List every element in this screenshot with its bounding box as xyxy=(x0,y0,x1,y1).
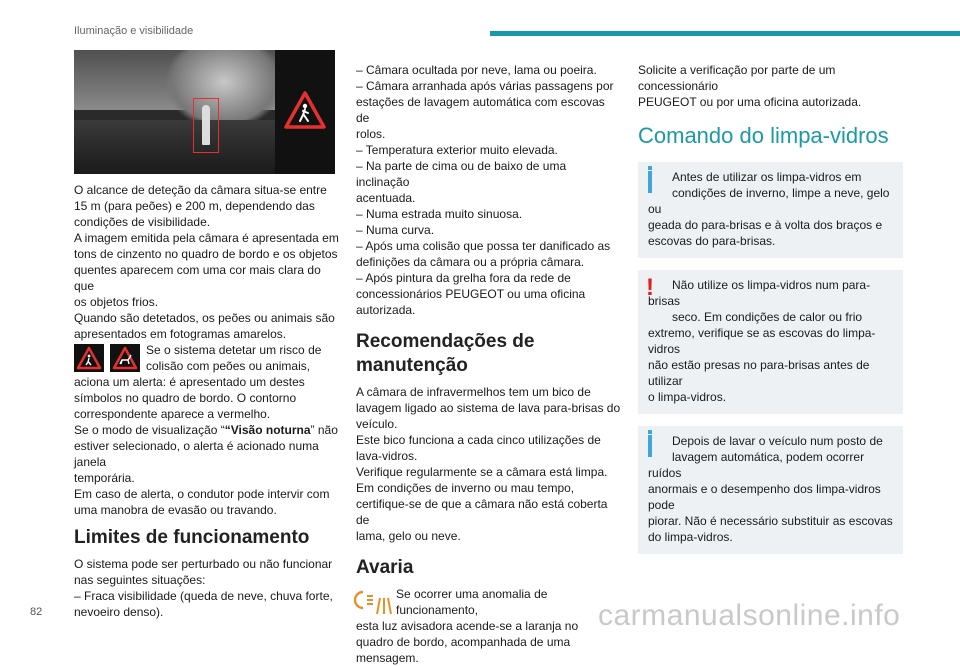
text-line: A câmara de infravermelhos tem um bico de xyxy=(356,385,591,399)
warning-note-dry xyxy=(638,270,903,414)
watermark: carmanualsonline.info xyxy=(598,599,901,632)
text-line: aciona um alerta: é apresentado um destes xyxy=(74,375,305,389)
text-line: geada do para-brisas e à volta dos braços e xyxy=(648,218,883,232)
text-line: lavagem automática, podem ocorrer ruídos xyxy=(648,450,865,480)
column-1 xyxy=(74,50,339,620)
text-line: lavagem ligado ao sistema de lava para-brisas do xyxy=(356,401,621,415)
text-line: condições de inverno, limpe a neve, gelo ou xyxy=(648,186,890,216)
heading-limits: Limites de funcionamento xyxy=(74,527,310,548)
text-line: PEUGEOT ou por uma oficina autorizada. xyxy=(638,95,862,109)
text-line: A imagem emitida pela câmara é apresentada em xyxy=(74,231,339,245)
text-line: seco. Em condições de calor ou frio xyxy=(672,310,863,324)
text-line: estiver selecionado, o alerta é acionado numa janela xyxy=(74,439,319,469)
heading-line: manutenção xyxy=(356,355,468,376)
text-line: O sistema pode ser perturbado ou não funcionar xyxy=(74,557,333,571)
pedestrian-warning-icon xyxy=(283,90,327,130)
list-item: – Na parte de cima ou de baixo de uma inclinação xyxy=(356,159,567,189)
text-line: extremo, verifique se as escovas do limpa-vidros xyxy=(648,326,876,356)
list-item: estações de lavagem automática com escovas de xyxy=(356,95,605,125)
list-item: autorizada. xyxy=(356,303,416,317)
list-item: rolos. xyxy=(356,127,386,141)
text-line: quadro de bordo, acompanhada de uma mensagem. xyxy=(356,635,571,665)
text-line: não estão presas no para-brisas antes de utilizar xyxy=(648,358,870,388)
list-item: – Temperatura exterior muito elevada. xyxy=(356,143,558,157)
info-note-carwash xyxy=(638,426,903,554)
text-line: apresentados em fotogramas amarelos. xyxy=(74,327,287,341)
alert-paragraph xyxy=(74,374,339,518)
text-line: correspondente aparece a vermelho. xyxy=(74,407,271,421)
text-line: esta luz avisadora acende-se a laranja no xyxy=(356,619,579,633)
text-span: ” não xyxy=(310,423,338,437)
text-line: lama, gelo ou neve. xyxy=(356,529,461,543)
list-item: – Numa curva. xyxy=(356,223,435,237)
heading-line: Recomendações de xyxy=(356,331,535,352)
heading-maintenance xyxy=(356,330,621,378)
range-paragraph xyxy=(74,182,339,342)
text-line: Quando são detetados, os peões ou animais são xyxy=(74,311,335,325)
text-line: Não utilize os limpa-vidros num para-brisas xyxy=(648,278,871,308)
list-item: – Numa estrada muito sinuosa. xyxy=(356,207,523,221)
text-line: Antes de utilizar os limpa-vidros em xyxy=(672,170,862,184)
warning-exclamation-icon: ! xyxy=(646,274,654,301)
detection-frame xyxy=(193,98,219,153)
maintenance-paragraph xyxy=(356,384,621,544)
limits-paragraph xyxy=(74,556,339,620)
text-line: piorar. Não é necessário substituir as escovas xyxy=(648,514,893,528)
text-line: os objetos frios. xyxy=(74,295,159,309)
text-line: Este bico funciona a cada cinco utilizações de xyxy=(356,433,601,447)
list-item: definições da câmara ou a própria câmara. xyxy=(356,255,585,269)
text-line: Se ocorrer uma anomalia de funcionamento, xyxy=(396,587,548,617)
text-line: anormais e o desempenho dos limpa-vidros pode xyxy=(648,482,881,512)
list-item: acentuada. xyxy=(356,191,416,205)
header-title: Iluminação e visibilidade xyxy=(74,25,194,37)
page-number: 82 xyxy=(30,606,43,618)
text-line: 15 m (para peões) e 200 m, dependendo das xyxy=(74,199,315,213)
limits-list xyxy=(356,62,621,318)
alert-block xyxy=(74,342,339,374)
text-line: do limpa-vidros. xyxy=(648,530,733,544)
text-line: lava-vidros. xyxy=(356,449,418,463)
text-line: colisão com peões ou animais, xyxy=(146,359,311,373)
list-item: – Após pintura da grelha fora da rede de xyxy=(356,271,571,285)
text-line: Solicite a verificação por parte de um concessionário xyxy=(638,63,836,93)
info-note-winter xyxy=(638,162,903,258)
text-line: o limpa-vidros. xyxy=(648,390,727,404)
list-item: concessionários PEUGEOT ou uma oficina xyxy=(356,287,586,301)
heading-wiper-control: Comando do limpa-vidros xyxy=(638,123,889,148)
text-line: – Fraca visibilidade (queda de neve, chuva forte, xyxy=(74,589,333,603)
text-line: O alcance de deteção da câmara situa-se entre xyxy=(74,183,327,197)
animal-alert-icon xyxy=(110,344,140,372)
text-line: temporária. xyxy=(74,471,135,485)
column-3 xyxy=(638,62,903,566)
header-accent-bar xyxy=(490,31,960,36)
mode-line xyxy=(74,422,339,438)
dealer-paragraph xyxy=(638,62,903,110)
text-line: uma manobra de evasão ou travando. xyxy=(74,503,277,517)
fault-block xyxy=(356,586,621,634)
list-item: – Câmara ocultada por neve, lama ou poeira. xyxy=(356,63,597,77)
mode-name-bold: “Visão noturna xyxy=(224,423,311,437)
text-line: Em caso de alerta, o condutor pode intervir com xyxy=(74,487,330,501)
text-line: Verifique regularmente se a câmara está limpa. xyxy=(356,465,608,479)
column-2 xyxy=(356,62,621,666)
heading-fault: Avaria xyxy=(356,557,414,578)
text-line: Depois de lavar o veículo num posto de xyxy=(672,434,883,448)
pedestrian-alert-icon xyxy=(74,344,104,372)
text-line: símbolos no quadro de bordo. O contorno xyxy=(74,391,297,405)
list-item: – Após uma colisão que possa ter danificado as xyxy=(356,239,611,253)
night-vision-camera-image xyxy=(74,50,335,174)
text-line: quentes aparecem com uma cor mais clara do que xyxy=(74,263,321,293)
text-line: Em condições de inverno ou mau tempo, xyxy=(356,481,575,495)
info-icon xyxy=(648,171,652,193)
night-vision-warning-lamp-icon xyxy=(356,588,392,618)
text-span: Se o modo de visualização “ xyxy=(74,423,225,437)
text-line: nevoeiro denso). xyxy=(74,605,164,619)
text-line: nas seguintes situações: xyxy=(74,573,206,587)
text-line: tons de cinzento no quadro de bordo e os objetos xyxy=(74,247,338,261)
text-line: veículo. xyxy=(356,417,398,431)
text-line: escovas do para-brisas. xyxy=(648,234,776,248)
info-icon xyxy=(648,435,652,457)
text-line: condições de visibilidade. xyxy=(74,215,211,229)
text-line: certifique-se de que a câmara não está coberta de xyxy=(356,497,608,527)
text-line: Se o sistema detetar um risco de xyxy=(146,343,322,357)
list-item: – Câmara arranhada após várias passagens por xyxy=(356,79,614,93)
